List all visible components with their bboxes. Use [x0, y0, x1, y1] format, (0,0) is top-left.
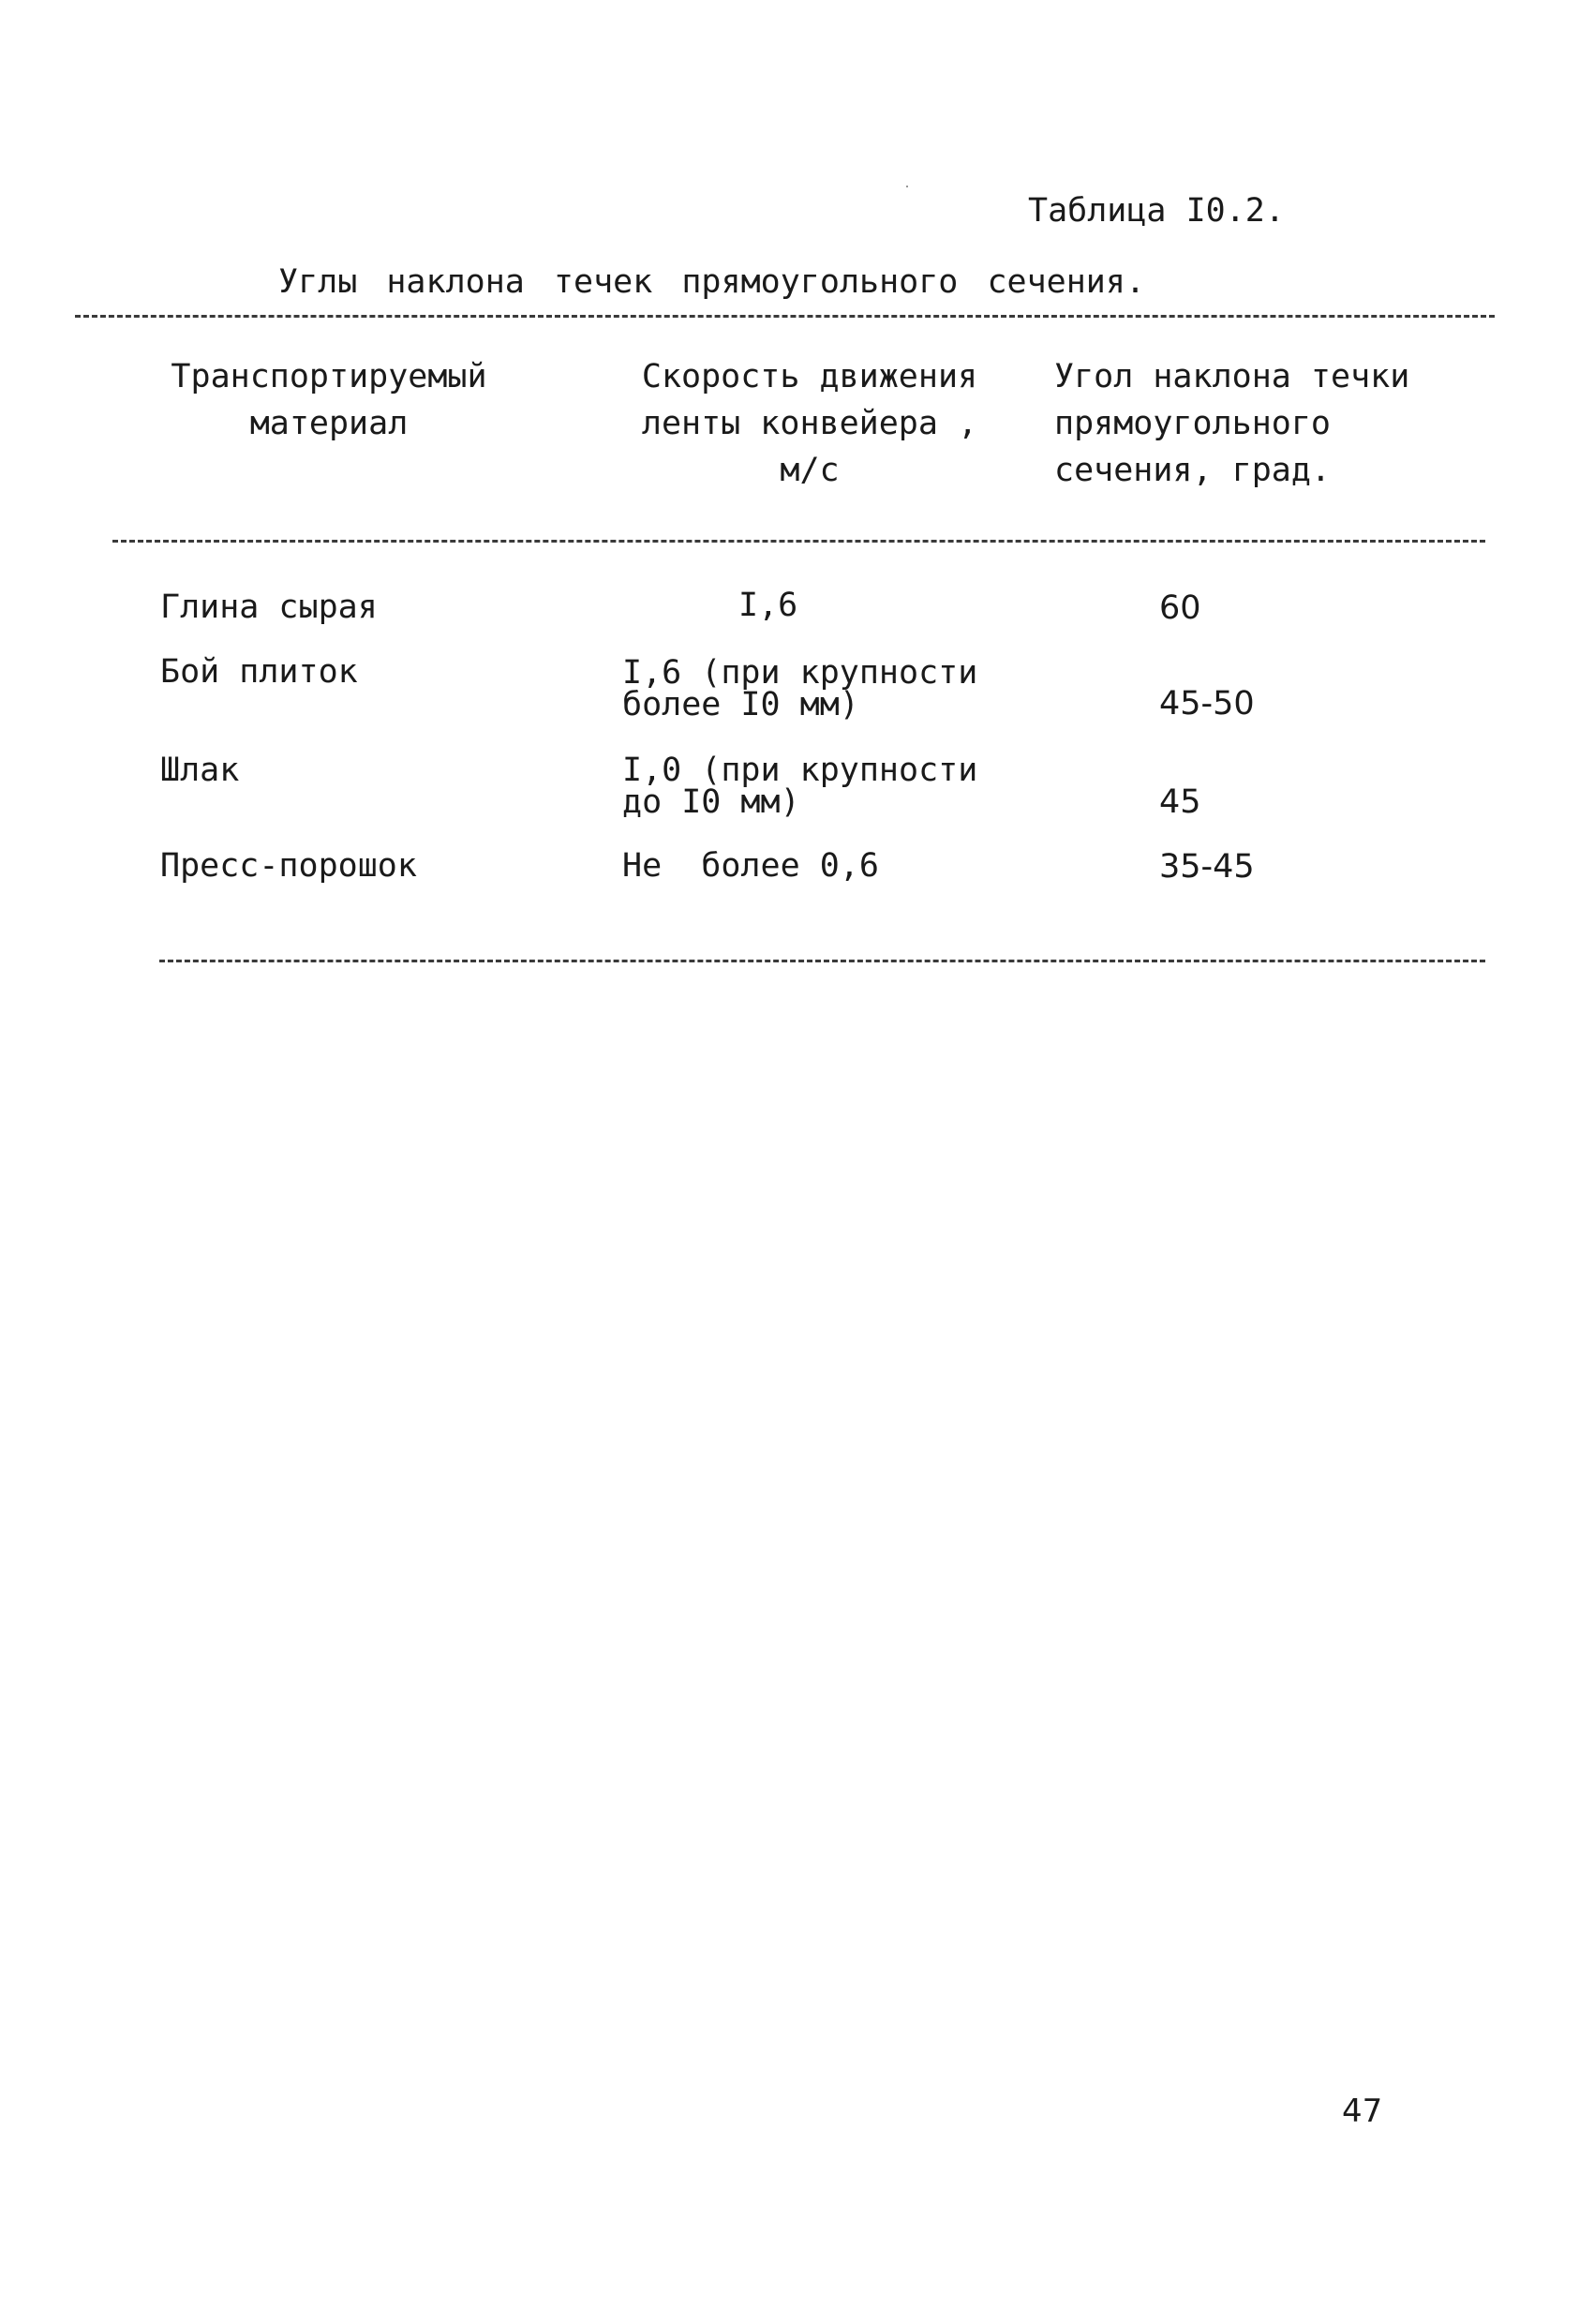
row-3-speed-line-2: до I0 мм) — [622, 783, 800, 821]
row-4-material: Пресс-порошок — [160, 847, 417, 885]
header-material-line-2: материал — [249, 405, 409, 442]
row-4-angle: 35-45 — [1159, 848, 1255, 886]
header-angle-line-2: прямоугольного — [1054, 405, 1332, 442]
row-2-speed-line-2: более I0 мм) — [622, 686, 859, 723]
row-3-speed-line-1: I,0 (при крупности — [622, 752, 978, 789]
row-2-angle: 45-50 — [1159, 685, 1255, 723]
header-angle — [1054, 353, 1476, 494]
row-2-speed — [622, 654, 978, 723]
scan-speck — [906, 186, 908, 187]
table-title: Углы наклона течек прямоугольного сечения. — [278, 263, 1146, 301]
header-angle-line-3: сечения, град. — [1054, 452, 1332, 489]
top-rule — [75, 315, 1495, 318]
row-1-material: Глина сырая — [160, 588, 378, 626]
row-2-material: Бой плиток — [160, 653, 358, 691]
header-speed-line-2: ленты конвейера , — [641, 405, 978, 442]
row-3-material: Шлак — [160, 752, 240, 789]
header-material — [160, 353, 498, 447]
header-angle-line-1: Угол наклона течки — [1054, 358, 1410, 395]
row-3-angle: 45 — [1159, 783, 1201, 821]
page-number: 47 — [1342, 2093, 1383, 2130]
row-2-speed-line-1: I,6 (при крупности — [622, 654, 978, 692]
row-1-speed: I,6 — [738, 587, 798, 624]
header-speed-line-1: Скорость движения — [641, 358, 978, 395]
row-4-speed: Не более 0,6 — [622, 847, 879, 885]
header-speed — [632, 353, 988, 494]
row-1-angle: 60 — [1159, 589, 1201, 627]
header-material-line-1: Транспортируемый — [171, 358, 487, 395]
row-3-speed — [622, 752, 978, 821]
table-label: Таблица I0.2. — [1028, 192, 1285, 230]
header-rule — [112, 540, 1485, 543]
header-speed-line-3: м/с — [780, 452, 840, 489]
bottom-rule — [159, 960, 1485, 962]
